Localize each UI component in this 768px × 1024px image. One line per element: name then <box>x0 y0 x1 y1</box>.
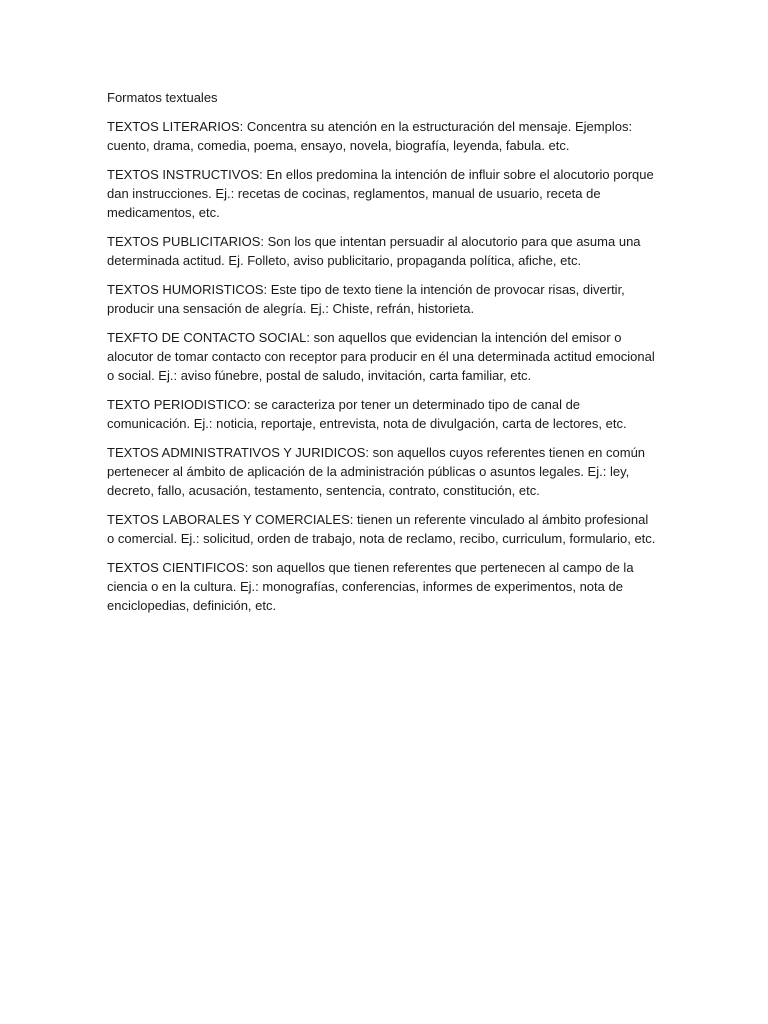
paragraph-texto-contacto-social: TEXFTO DE CONTACTO SOCIAL: son aquellos que evidencian la intención del emisor o alocutor de tomar contacto con receptor para producir en él una determinada actitud emocional o social. Ej.: aviso fúnebre, postal de saludo, invitación, carta familiar, etc. <box>107 330 655 383</box>
paragraph-textos-cientificos: TEXTOS CIENTIFICOS: son aquellos que tienen referentes que pertenecen al campo de la ciencia o en la cultura. Ej.: monografías, conferencias, informes de experimentos, nota de enciclopedias, definición, etc. <box>107 560 634 613</box>
paragraph-textos-publicitarios: TEXTOS PUBLICITARIOS: Son los que intentan persuadir al alocutorio para que asuma una determinada actitud. Ej. Folleto, aviso publicitario, propaganda política, afiche, etc. <box>107 234 641 268</box>
paragraph-textos-humoristicos: TEXTOS HUMORISTICOS: Este tipo de texto tiene la intención de provocar risas, divertir, producir una sensación de alegría. Ej.: Chiste, refrán, historieta. <box>107 282 625 316</box>
paragraph-textos-instructivos: TEXTOS INSTRUCTIVOS: En ellos predomina la intención de influir sobre el alocutorio porque dan instrucciones. Ej.: recetas de cocinas, reglamentos, manual de usuario, receta de medicamentos, etc. <box>107 167 654 220</box>
document-page <box>107 88 659 625</box>
paragraph-textos-literarios: TEXTOS LITERARIOS: Concentra su atención en la estructuración del mensaje. Ejemplos: cuento, drama, comedia, poema, ensayo, novela, biografía, leyenda, fabula. etc. <box>107 119 633 153</box>
paragraph-textos-administrativos: TEXTOS ADMINISTRATIVOS Y JURIDICOS: son aquellos cuyos referentes tienen en común pertenecer al ámbito de aplicación de la administración públicas o asuntos legales. Ej.: ley, decreto, fallo, acusación, testamento, sentencia, contrato, constitución, etc. <box>107 445 646 498</box>
paragraph-texto-periodistico: TEXTO PERIODISTICO: se caracteriza por tener un determinado tipo de canal de comunicación. Ej.: noticia, reportaje, entrevista, nota de divulgación, carta de lectores, etc. <box>107 397 627 431</box>
paragraph-textos-laborales: TEXTOS LABORALES Y COMERCIALES: tienen un referente vinculado al ámbito profesional o comercial. Ej.: solicitud, orden de trabajo, nota de reclamo, recibo, curriculum, formulario, etc. <box>107 512 656 546</box>
document-title: Formatos textuales <box>107 90 218 105</box>
